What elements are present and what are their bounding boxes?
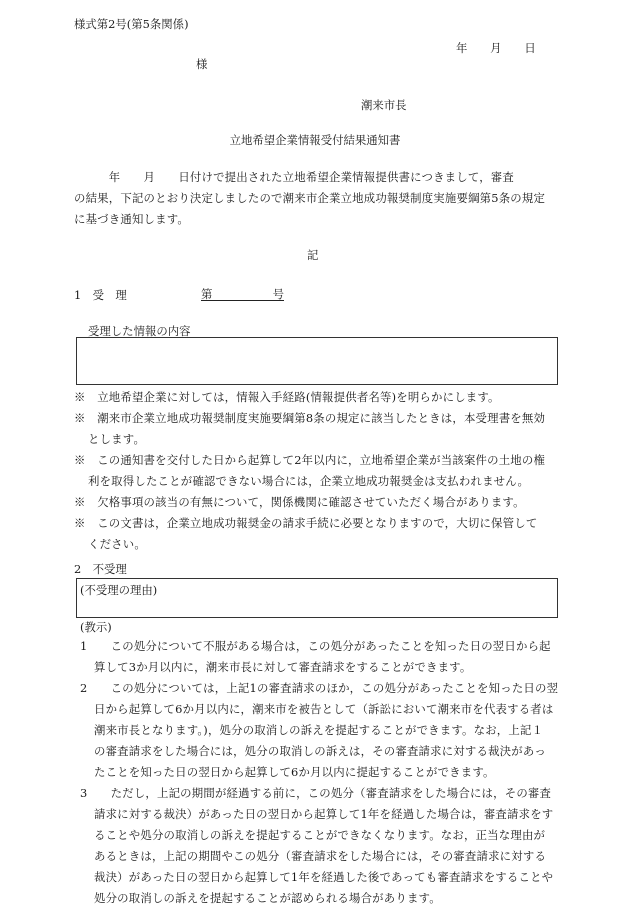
note-text: 利を取得したことが確認できない場合には，企業立地成功報奨金は支払われません。 [88, 474, 530, 488]
section2-label: 2 不受理 [74, 562, 127, 576]
ki-heading: 記 [307, 248, 319, 262]
rejection-reason-label: (不受理の理由) [80, 583, 158, 597]
instruction-number: 3 [80, 786, 88, 800]
addressee-suffix: 様 [196, 57, 208, 71]
form-number: 様式第2号(第5条関係) [74, 17, 189, 31]
note-text: 欠格事項の該当の有無について，関係機関に確認させていただく場合があります。 [97, 495, 525, 509]
instruction-text: ただし，上記の期間が経過する前に，この処分（審査請求をした場合には，その審査 [110, 786, 552, 800]
note-mark: ※ [74, 390, 86, 404]
note-item [74, 513, 564, 555]
instruction-item [80, 783, 565, 909]
instruction-text: 潮来市長となります。)，処分の取消しの訴えを提起することができます。なお，上記１ [94, 723, 544, 737]
notes-list [74, 387, 564, 555]
instruction-number: 1 [80, 639, 88, 653]
instruction-text: の審査請求をした場合には，処分の取消しの訴えは，その審査請求に対する裁決があっ [94, 744, 546, 758]
date-header: 年 月 日 [456, 41, 536, 55]
note-item [74, 408, 564, 450]
instruction-text: あるときは，上記の期間やこの処分（審査請求をした場合には，その審査請求に対する [94, 849, 547, 863]
issuer: 潮来市長 [361, 98, 407, 112]
number-prefix: 第 [201, 287, 213, 301]
intro-line: 年 月 日付けで提出された立地希望企業情報提供書につきまして，審査 [74, 170, 514, 184]
note-mark: ※ [74, 453, 86, 467]
note-mark: ※ [74, 495, 86, 509]
note-item [74, 387, 564, 408]
intro-line: に基づき通知します。 [74, 212, 189, 226]
number-suffix: 号 [272, 287, 284, 301]
instruction-text: この処分について不服がある場合は，この処分があったことを知った日の翌日から起 [110, 639, 551, 653]
instruction-text: この処分については，上記1の審査請求のほか，この処分があったことを知った日の翌 [110, 681, 559, 695]
instruction-text: 処分の取消しの訴えを提起することが認められる場合があります。 [94, 891, 441, 905]
info-label: 受理した情報の内容 [88, 324, 191, 338]
note-text: ください。 [88, 537, 146, 551]
instruction-item [80, 636, 565, 678]
page-title: 立地希望企業情報受付結果通知書 [229, 133, 401, 147]
instructions-list [80, 636, 565, 909]
rejection-reason-box[interactable] [76, 578, 558, 618]
instruction-text: 裁決）があった日の翌日から起算して1年を経過した後であっても審査請求をすることや [94, 870, 554, 884]
receipt-number-field[interactable] [201, 284, 284, 301]
info-content-box[interactable] [76, 337, 558, 385]
instructions-label: (教示) [80, 620, 112, 634]
instruction-text: たことを知った日の翌日から起算して6か月以内に提起することができます。 [94, 765, 495, 779]
intro-line: の結果，下記のとおり決定しましたので潮来市企業立地成功報奨制度実施要綱第5条の規定 [74, 191, 546, 205]
instruction-text: 算して3か月以内に，潮来市長に対して審査請求をすることができます。 [94, 660, 472, 674]
section1-label: 1 受 理 [74, 288, 127, 302]
note-item [74, 492, 564, 513]
note-text: 立地希望企業に対しては，情報入手経路(情報提供者名等)を明らかにします。 [97, 390, 500, 404]
note-text: この文書は，企業立地成功報奨金の請求手続に必要となりますので，大切に保管して [97, 516, 538, 530]
instruction-text: ることや処分の取消しの訴えを提起することができなくなります。なお，正当な理由が [94, 828, 546, 842]
instruction-number: 2 [80, 681, 88, 695]
note-mark: ※ [74, 411, 86, 425]
note-text: とします。 [88, 432, 146, 446]
intro-paragraph [74, 167, 564, 230]
note-text: 潮来市企業立地成功報奨制度実施要綱第8条の規定に該当したときは，本受理書を無効 [97, 411, 546, 425]
instruction-text: 日から起算して6か月以内に，潮来市を被告として（訴訟において潮来市を代表する者は [94, 702, 554, 716]
note-text: この通知書を交付した日から起算して2年以内に，立地希望企業が当該案件の土地の権 [97, 453, 546, 467]
note-item [74, 450, 564, 492]
note-mark: ※ [74, 516, 86, 530]
instruction-item [80, 678, 565, 783]
instruction-text: 請求に対する裁決）があった日の翌日から起算して1年を経過した場合は，審査請求をす [94, 807, 554, 821]
